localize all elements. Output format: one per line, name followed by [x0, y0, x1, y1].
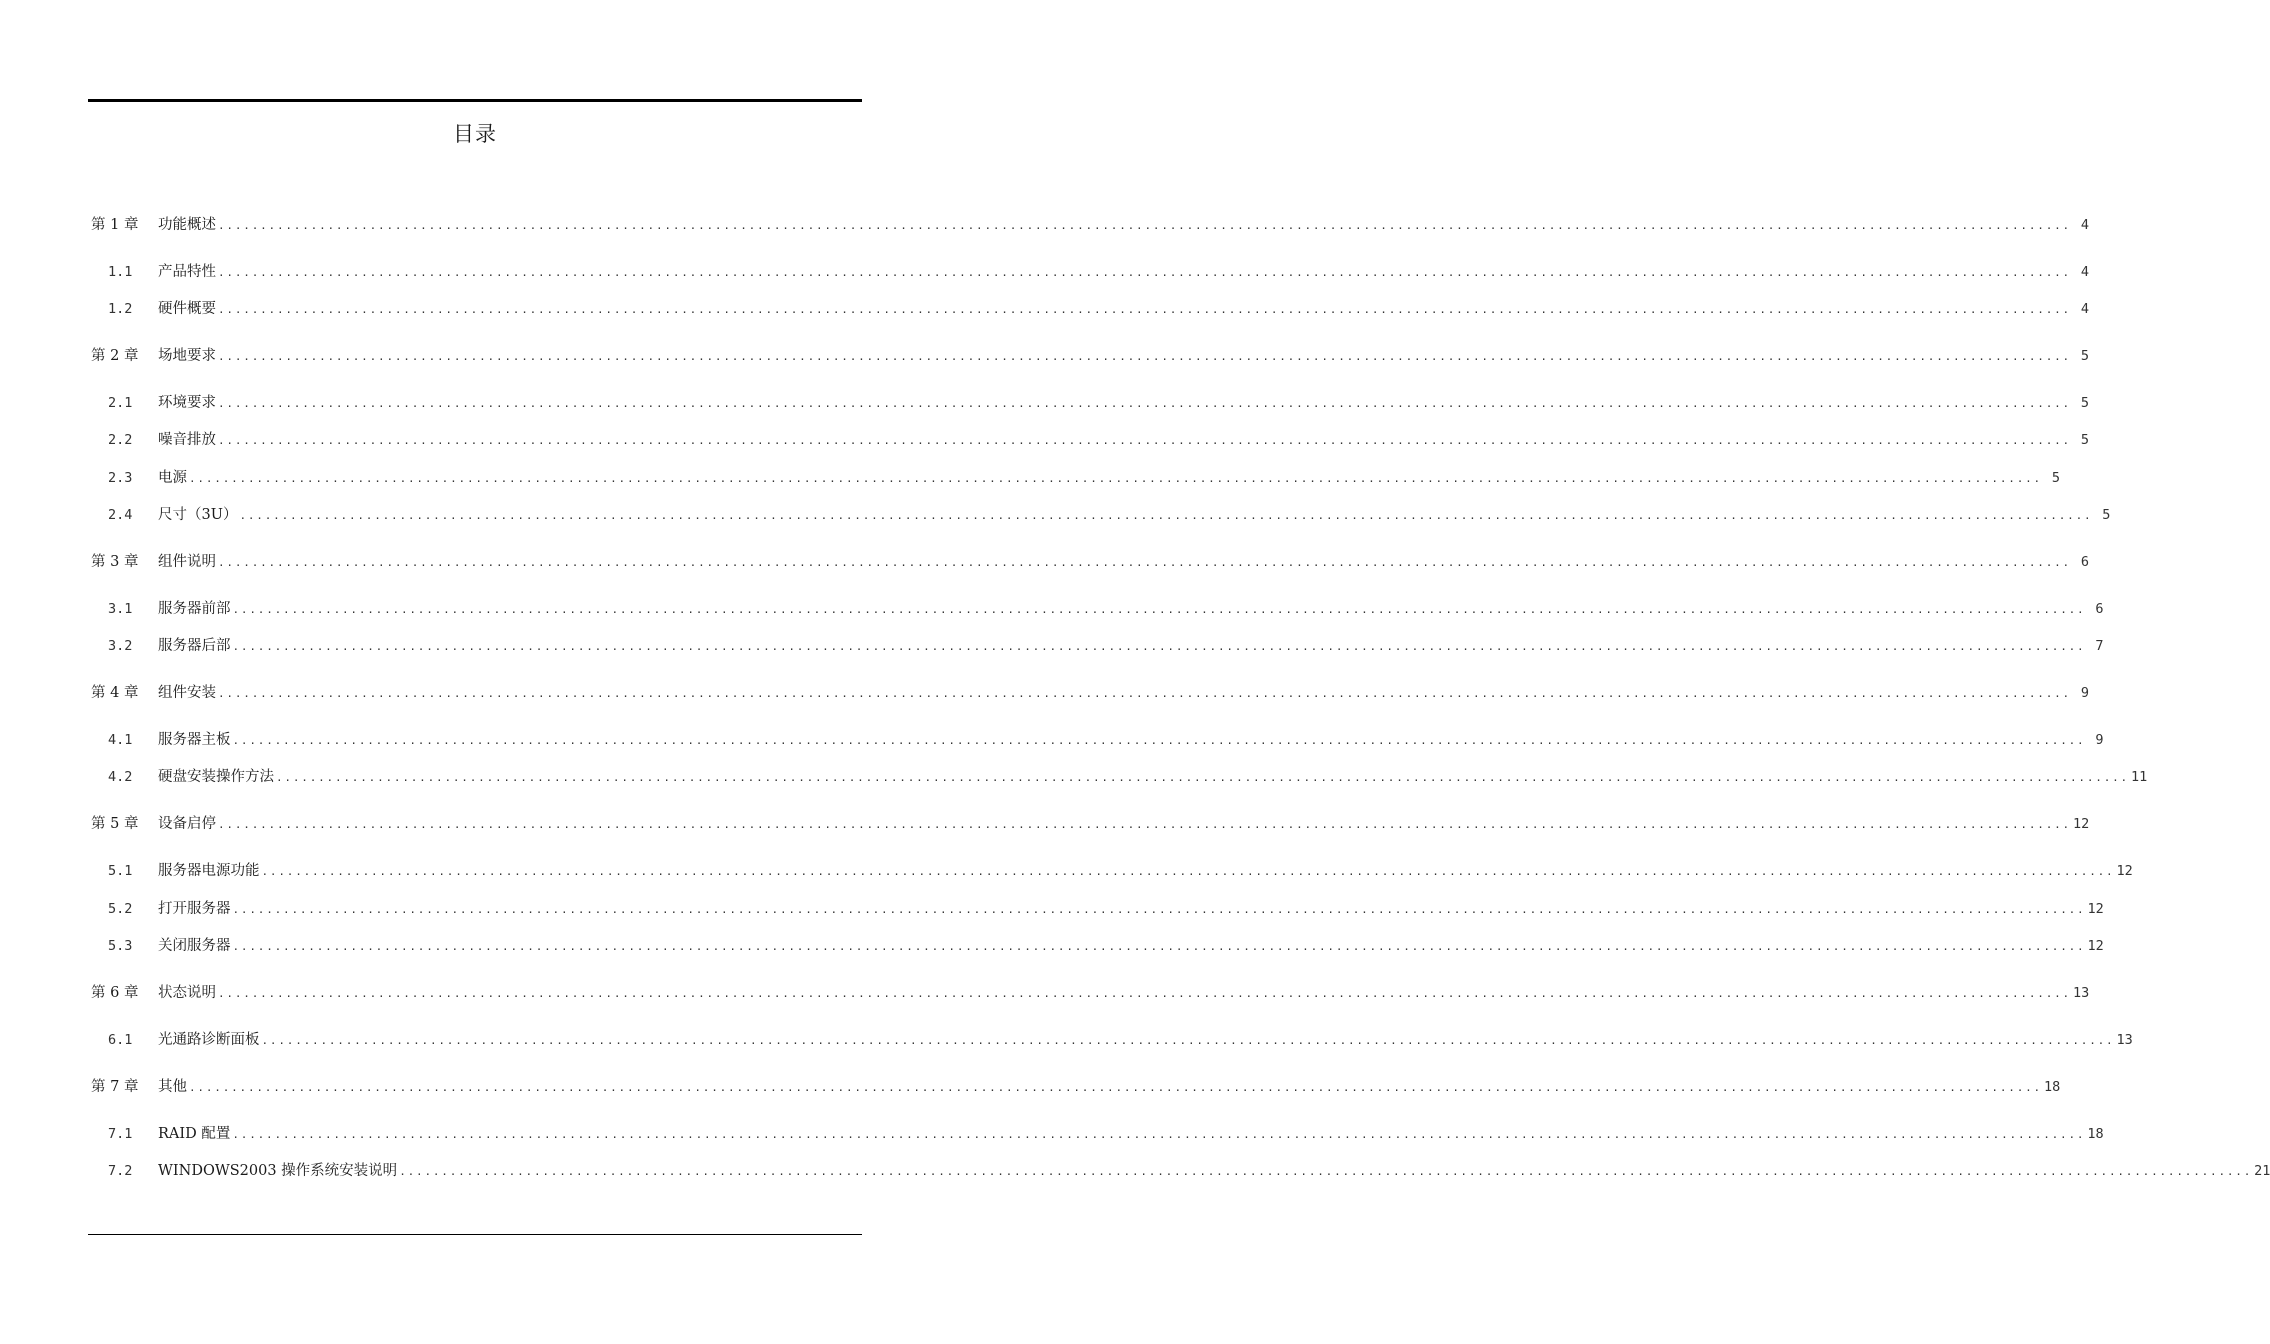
toc-section-row[interactable] [0, 1029, 2133, 1051]
toc-entry-line [158, 1029, 2133, 1052]
toc-entry-number: 第 6 章 [91, 985, 139, 1001]
toc-page-number: 7 [2095, 638, 2104, 654]
toc-page-number: 12 [2087, 901, 2104, 917]
toc-page-number: 5 [2080, 395, 2089, 411]
dot-leader: ............................................................................................................................................................................................................................ [218, 266, 2071, 279]
dot-leader: ............................................................................................................................................................................................................................ [218, 350, 2071, 363]
toc-entry-title: WINDOWS2003 操作系统安装说明 [158, 1163, 398, 1179]
toc-entry-title: 打开服务器 [158, 901, 231, 917]
toc-entry-title: 服务器后部 [158, 638, 231, 654]
toc-entry-line [158, 261, 2089, 284]
dot-leader: ............................................................................................................................................................................................................................ [218, 397, 2071, 410]
toc-entry-line [158, 214, 2089, 237]
toc-section-row[interactable] [0, 429, 2089, 451]
footer-rule [88, 1234, 862, 1235]
toc-page-number: 6 [2095, 601, 2104, 617]
dot-leader: ............................................................................................................................................................................................................................ [218, 818, 2071, 831]
toc-entry-number: 第 3 章 [91, 554, 139, 570]
toc-entry-line [158, 345, 2089, 368]
dot-leader: ............................................................................................................................................................................................................................ [218, 303, 2071, 316]
toc-chapter-row[interactable] [0, 1076, 2061, 1098]
toc-page-number: 9 [2080, 685, 2089, 701]
toc-page-number: 5 [2080, 432, 2089, 448]
dot-leader: ............................................................................................................................................................................................................................ [232, 940, 2086, 953]
toc-page-number: 12 [2116, 863, 2133, 879]
toc-entry-title: 服务器电源功能 [158, 863, 260, 879]
toc-entry-line [158, 935, 2104, 958]
dot-leader: ............................................................................................................................................................................................................................ [218, 219, 2071, 232]
toc-entry-line [158, 467, 2060, 490]
dot-leader: ............................................................................................................................................................................................................................ [218, 987, 2071, 1000]
toc-entry-line [158, 551, 2089, 574]
dot-leader: ............................................................................................................................................................................................................................ [232, 640, 2086, 653]
dot-leader: ............................................................................................................................................................................................................................ [218, 556, 2071, 569]
toc-entry-title: 场地要求 [158, 348, 216, 364]
toc-entry-line [158, 813, 2090, 836]
toc-section-row[interactable] [0, 392, 2089, 414]
toc-chapter-row[interactable] [0, 551, 2089, 573]
toc-entry-line [158, 1123, 2104, 1146]
toc-page-number: 4 [2080, 264, 2089, 280]
toc-entry-number: 2.2 [108, 432, 133, 448]
toc-section-row[interactable] [0, 860, 2133, 882]
page-title: 目录 [453, 122, 497, 146]
toc-entry-number: 第 7 章 [91, 1079, 139, 1095]
toc-page-number: 18 [2043, 1079, 2061, 1095]
toc-page-number: 5 [2051, 470, 2060, 486]
toc-chapter-row[interactable] [0, 982, 2090, 1004]
toc-page-number: 12 [2072, 816, 2090, 832]
toc-entry-number: 第 1 章 [91, 217, 139, 233]
dot-leader: ............................................................................................................................................................................................................................ [261, 865, 2115, 878]
toc-entry-number: 7.1 [108, 1126, 133, 1142]
toc-entry-line [158, 635, 2104, 658]
toc-entry-line [158, 898, 2104, 921]
toc-entry-title: 设备启停 [158, 816, 216, 832]
toc-page-number: 18 [2087, 1126, 2104, 1142]
toc-entry-title: 硬盘安装操作方法 [158, 769, 274, 785]
toc-entry-number: 2.3 [108, 470, 133, 486]
toc-entry-title: 尺寸（3U） [158, 507, 238, 523]
toc-entry-line [158, 982, 2090, 1005]
toc-entry-title: 产品特性 [158, 264, 216, 280]
toc-entry-title: 服务器前部 [158, 601, 231, 617]
toc-chapter-row[interactable] [0, 813, 2090, 835]
dot-leader: ............................................................................................................................................................................................................................ [232, 1128, 2086, 1141]
toc-entry-number: 第 5 章 [91, 816, 139, 832]
toc-entry-number: 3.1 [108, 601, 133, 617]
toc-entry-line [158, 298, 2089, 321]
toc-page-number: 13 [2116, 1032, 2133, 1048]
toc-section-row[interactable] [0, 467, 2060, 489]
toc-entry-line [158, 429, 2089, 452]
toc-entry-title: 其他 [158, 1079, 187, 1095]
toc-chapter-row[interactable] [0, 682, 2089, 704]
toc-entry-number: 1.1 [108, 264, 133, 280]
toc-section-row[interactable] [0, 261, 2089, 283]
toc-section-row[interactable] [0, 298, 2089, 320]
toc-entry-title: 噪音排放 [158, 432, 216, 448]
toc-entry-title: 功能概述 [158, 217, 216, 233]
dot-leader: ............................................................................................................................................................................................................................ [189, 472, 2042, 485]
toc-page-number: 11 [2130, 769, 2148, 785]
toc-entry-line [158, 1076, 2061, 1099]
dot-leader: ............................................................................................................................................................................................................................ [232, 734, 2086, 747]
toc-entry-line [158, 504, 2111, 527]
dot-leader: ............................................................................................................................................................................................................................ [232, 603, 2086, 616]
toc-entry-number: 1.2 [108, 301, 133, 317]
toc-page-number: 4 [2080, 217, 2089, 233]
dot-leader: ............................................................................................................................................................................................................................ [276, 771, 2129, 784]
toc-entry-title: 关闭服务器 [158, 938, 231, 954]
toc-entry-title: 状态说明 [158, 985, 216, 1001]
toc-entry-title: 光通路诊断面板 [158, 1032, 260, 1048]
toc-section-row[interactable] [0, 729, 2104, 751]
toc-entry-title: 环境要求 [158, 395, 216, 411]
toc-entry-line [158, 598, 2104, 621]
toc-entry-number: 5.3 [108, 938, 133, 954]
dot-leader: ............................................................................................................................................................................................................................ [189, 1081, 2042, 1094]
toc-section-row[interactable] [0, 504, 2111, 526]
toc-section-row[interactable] [0, 1123, 2104, 1145]
toc-entry-line [158, 1160, 2270, 1183]
toc-entry-line [158, 766, 2148, 789]
toc-page-number: 13 [2072, 985, 2090, 1001]
toc-entry-line [158, 860, 2133, 883]
toc-page-number: 6 [2080, 554, 2089, 570]
toc-page-number: 12 [2087, 938, 2104, 954]
toc-entry-number: 7.2 [108, 1163, 133, 1179]
toc-section-row[interactable] [0, 598, 2104, 620]
toc-page-number: 4 [2080, 301, 2089, 317]
dot-leader: ............................................................................................................................................................................................................................ [218, 687, 2071, 700]
toc-entry-line [158, 729, 2104, 752]
toc-entry-number: 5.1 [108, 863, 133, 879]
dot-leader: ............................................................................................................................................................................................................................ [261, 1034, 2115, 1047]
toc-entry-number: 5.2 [108, 901, 133, 917]
toc-entry-number: 第 4 章 [91, 685, 139, 701]
toc-section-row[interactable] [0, 1160, 2270, 1182]
toc-entry-title: 组件说明 [158, 554, 216, 570]
toc-entry-number: 第 2 章 [91, 348, 139, 364]
dot-leader: ............................................................................................................................................................................................................................ [399, 1165, 2253, 1178]
toc-page-number: 5 [2080, 348, 2089, 364]
toc-page-number: 9 [2095, 732, 2104, 748]
dot-leader: ............................................................................................................................................................................................................................ [232, 903, 2086, 916]
toc-entry-number: 4.2 [108, 769, 133, 785]
toc-section-row[interactable] [0, 898, 2104, 920]
toc-page-number: 5 [2102, 507, 2111, 523]
toc-section-row[interactable] [0, 935, 2104, 957]
dot-leader: ............................................................................................................................................................................................................................ [239, 509, 2093, 522]
toc-chapter-row[interactable] [0, 345, 2089, 367]
toc-chapter-row[interactable] [0, 214, 2089, 236]
dot-leader: ............................................................................................................................................................................................................................ [218, 434, 2071, 447]
toc-section-row[interactable] [0, 635, 2104, 657]
toc-entry-title: 硬件概要 [158, 301, 216, 317]
toc-entry-number: 4.1 [108, 732, 133, 748]
toc-entry-number: 2.1 [108, 395, 133, 411]
toc-entry-number: 3.2 [108, 638, 133, 654]
toc-entry-line [158, 392, 2089, 415]
toc-entry-title: 组件安装 [158, 685, 216, 701]
toc-entry-title: 电源 [158, 470, 187, 486]
toc-entry-number: 2.4 [108, 507, 133, 523]
toc-entry-number: 6.1 [108, 1032, 133, 1048]
toc-section-row[interactable] [0, 766, 2148, 788]
toc-entry-title: RAID 配置 [158, 1126, 231, 1142]
toc-entry-title: 服务器主板 [158, 732, 231, 748]
toc-entry-line [158, 682, 2089, 705]
toc-page-number: 21 [2254, 1163, 2270, 1179]
